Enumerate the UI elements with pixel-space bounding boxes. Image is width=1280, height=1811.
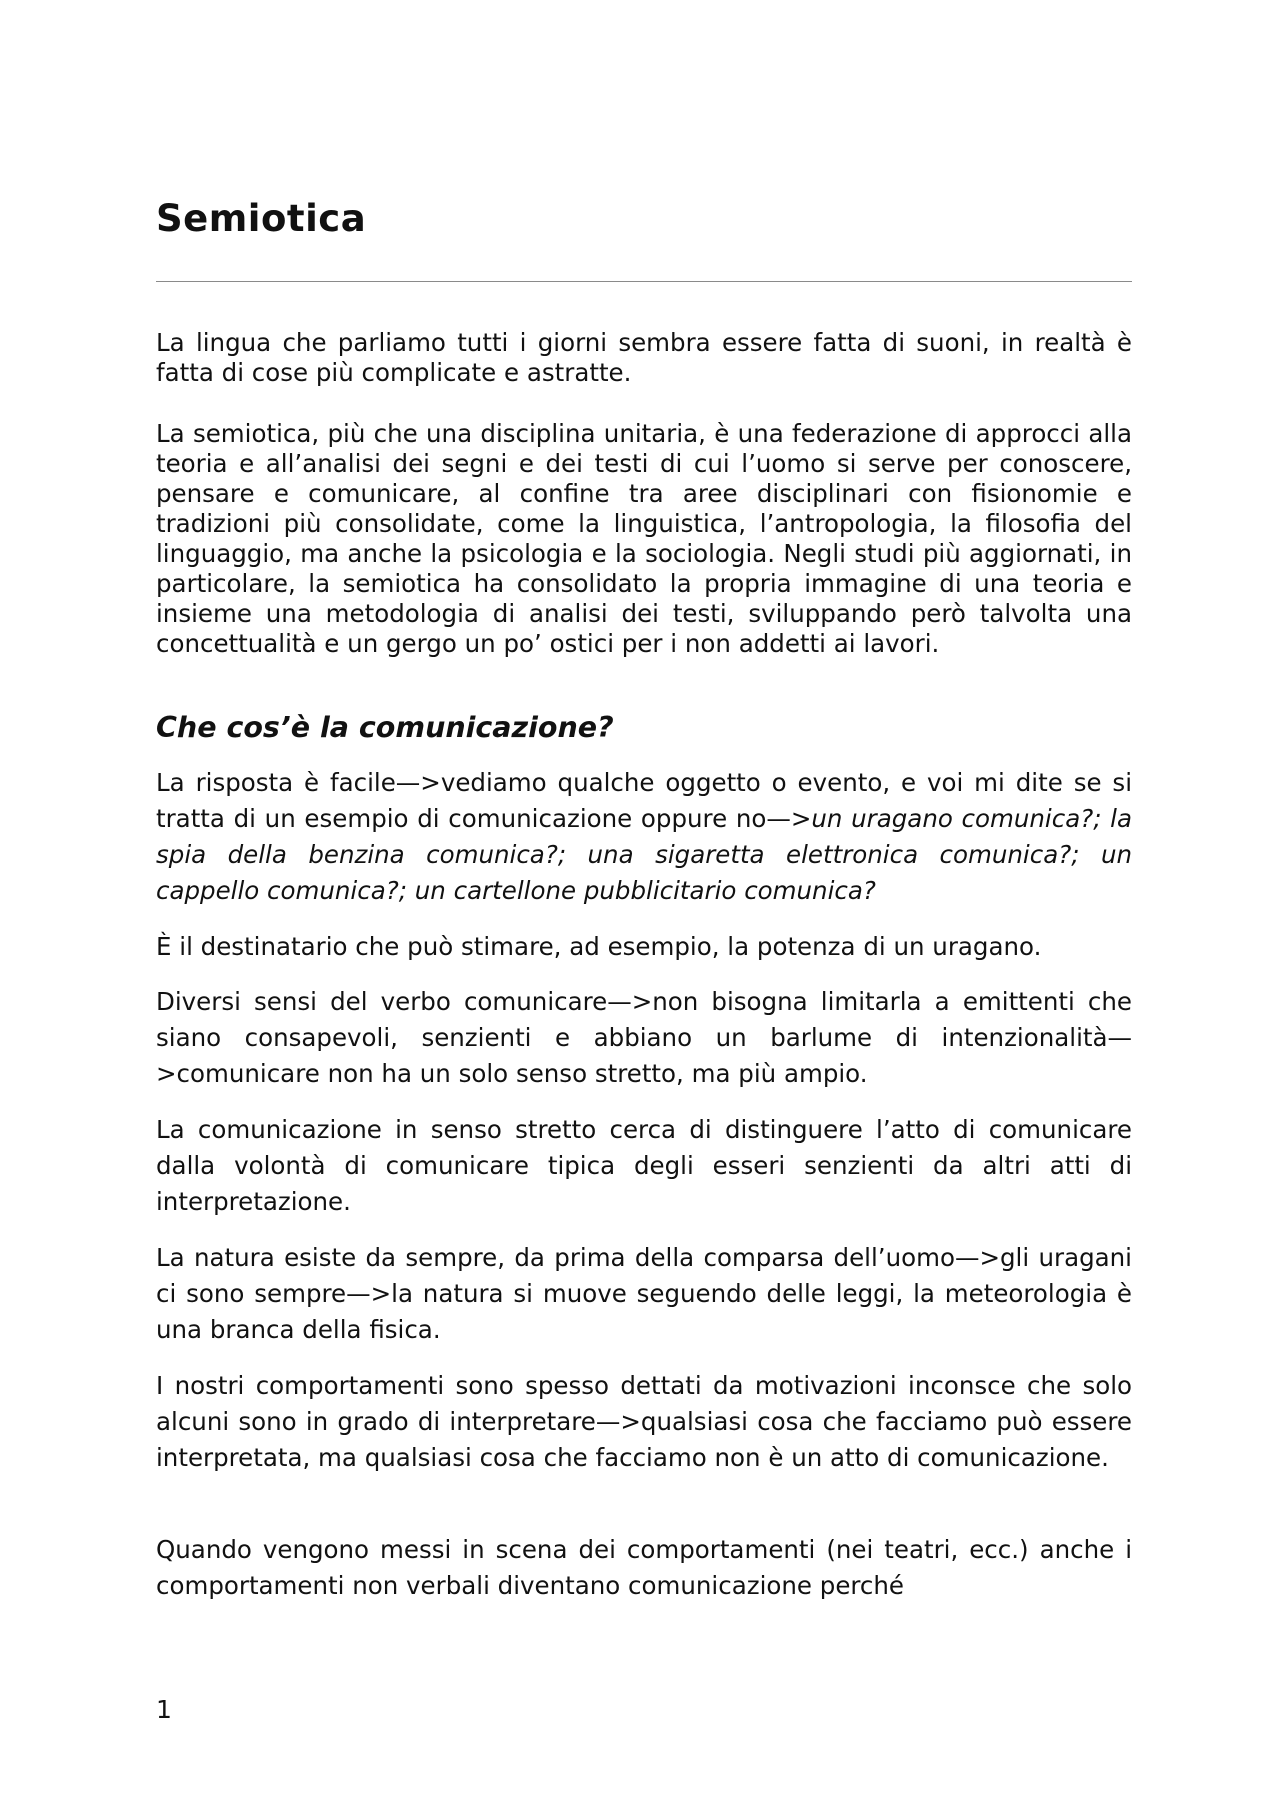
section-paragraph-5: La natura esiste da sempre, da prima della comparsa dell’uomo—>gli uragani ci sono sempre—>la natura si muove seguendo delle leggi, la meteorologia è una branca della fisica.	[156, 1243, 1132, 1344]
page-number: 1	[156, 1695, 172, 1724]
section-paragraph-4: La comunicazione in senso stretto cerca di distinguere l’atto di comunicare dalla volontà di comunicare tipica degli esseri senzienti da altri atti di interpretazione.	[156, 1115, 1132, 1216]
section-paragraph-1-examples: un uragano comunica?; la spia della benzina comunica?; una sigaretta elettronica comunica?; un cappello comunica?; un cartellone pubblicitario comunica?	[156, 804, 1132, 905]
section-paragraph-6: I nostri comportamenti sono spesso dettati da motivazioni inconsce che solo alcuni sono in grado di interpretare—>qualsiasi cosa che facciamo può essere interpretata, ma qualsiasi cosa che facciamo non è un atto di comunicazione.	[156, 1371, 1132, 1472]
intro-paragraph-1: La lingua che parliamo tutti i giorni sembra essere fatta di suoni, in realtà è fatta di cose più complicate e astratte.	[156, 328, 1132, 387]
intro-paragraph-2: La semiotica, più che una disciplina unitaria, è una federazione di approcci alla teoria e all’analisi dei segni e dei testi di cui l’uomo si serve per conoscere, pensare e comunicare, al confine tra aree disciplinari con fisionomie e tradizioni più consolidate, come la linguistica, l’antropologia, la filosofia del linguaggio, ma anche la psicologia e la sociologia. Negli studi più aggiornati, in particolare, la semiotica ha consolidato la propria immagine di una teoria e insieme una metodologia di analisi dei testi, sviluppando però talvolta una concettualità e un gergo un po’ ostici per i non addetti ai lavori.	[156, 419, 1132, 658]
section-paragraph-1	[156, 765, 1132, 909]
document-page	[156, 0, 1132, 1811]
section-paragraph-3: Diversi sensi del verbo comunicare—>non bisogna limitarla a emittenti che siano consapevoli, senzienti e abbiano un barlume di intenzionalità—>comunicare non ha un solo senso stretto, ma più ampio.	[156, 987, 1132, 1088]
section-paragraph-2: È il destinatario che può stimare, ad esempio, la potenza di un uragano.	[156, 932, 1042, 961]
page-title: Semiotica	[156, 197, 367, 240]
section-paragraph-1-text: La risposta è facile—>vediamo qualche oggetto o evento, e voi mi dite se si tratta di un esempio di comunicazione oppure no—>	[156, 768, 1132, 833]
section-paragraph-7: Quando vengono messi in scena dei comportamenti (nei teatri, ecc.) anche i comportamenti non verbali diventano comunicazione perché	[156, 1535, 1132, 1600]
title-divider	[156, 281, 1132, 282]
section-heading: Che cos’è la comunicazione?	[156, 711, 614, 744]
